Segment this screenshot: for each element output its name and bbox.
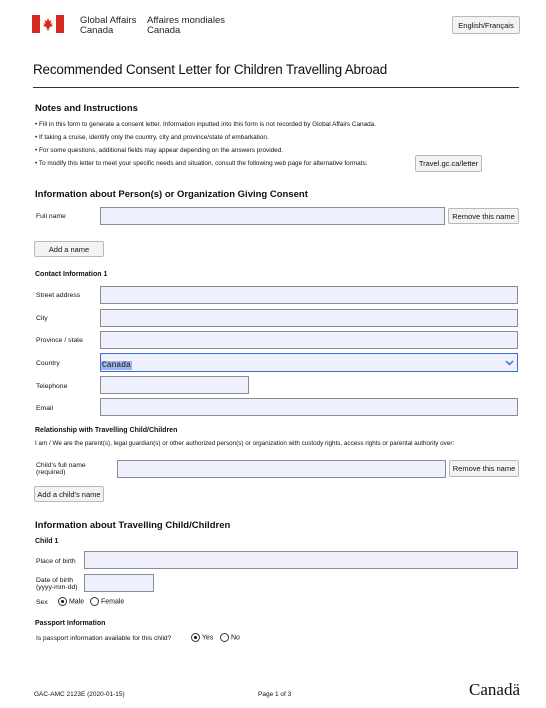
page-title: Recommended Consent Letter for Children Travelling Abroad [33,62,388,77]
contact-heading: Contact Information 1 [35,271,108,278]
date-of-birth-label [36,577,78,591]
title-divider [33,87,519,88]
remove-child-name-button[interactable]: Remove this name [449,460,519,477]
street-label: Street address [36,292,81,299]
sex-female-option[interactable] [90,597,124,606]
place-of-birth-field[interactable] [84,551,518,569]
no-label: No [230,634,240,642]
date-of-birth-field[interactable] [84,574,154,592]
note-item-1: • Fill in this form to generate a consent letter. Information inputted into this form is not recorded by Global Affairs Canada. [35,121,376,128]
no-radio[interactable] [220,633,229,642]
canada-wordmark: Canadä [469,680,520,699]
brand-en-line2: Canada [80,25,114,36]
passport-question: Is passport information available for this child? [36,635,172,642]
male-label: Male [68,598,85,606]
remove-name-button[interactable]: Remove this name [448,208,519,224]
canada-flag-icon [32,15,64,33]
brand-french [147,16,225,36]
child-name-label [36,462,86,476]
page-number: Page 1 of 3 [258,691,292,698]
yes-label: Yes [201,634,214,642]
note-item-3: • For some questions, additional fields may appear depending on the answers provided. [35,147,284,154]
brand-fr-line2: Canada [147,25,181,36]
relationship-text: I am / We are the parent(s), legal guardian(s) or other authorized person(s) or organization with custody rights, access rights or parental authority over: [35,440,455,447]
chevron-down-icon[interactable] [504,357,515,368]
brand-english [80,16,136,36]
sex-label: Sex [36,599,48,606]
relationship-heading: Relationship with Travelling Child/Children [35,427,178,434]
passport-heading: Passport Information [35,620,106,627]
street-address-field[interactable] [100,286,518,304]
female-radio[interactable] [90,597,99,606]
child-name-label-line1: Child's full name [36,462,86,469]
child-1-heading: Child 1 [35,538,59,545]
country-selected-value: Canada [102,361,131,370]
full-name-value [101,214,104,223]
province-label: Province / state [36,337,83,344]
email-label: Email [36,405,53,412]
province-field[interactable] [100,331,518,349]
child-full-name-field[interactable] [117,460,446,478]
telephone-field[interactable] [100,376,249,394]
country-label: Country [36,360,60,367]
dob-label-line1: Date of birth [36,577,74,584]
city-label: City [36,315,48,322]
form-code: GAC-AMC 2123E (2020-01-15) [34,691,125,698]
travel-letter-link-button[interactable]: Travel.gc.ca/letter [415,155,482,172]
note-item-4: • To modify this letter to meet your specific needs and situation, consult the following web page for alternative formats: [35,160,368,167]
sex-male-option[interactable] [58,597,84,606]
child-info-heading: Information about Travelling Child/Children [35,520,231,531]
brand-en-line1: Global Affairs [80,15,137,26]
consent-heading: Information about Person(s) or Organization Giving Consent [35,189,308,200]
brand-fr-line1: Affaires mondiales [147,15,225,26]
email-field[interactable] [100,398,518,416]
note-item-2: • If taking a cruise, identify only the country, city and province/state of embarkation. [35,134,269,141]
passport-no-option[interactable] [220,633,240,642]
language-toggle-button[interactable]: English/Français [452,16,520,34]
male-radio[interactable] [58,597,67,606]
full-name-label: Full name [36,213,66,220]
city-field[interactable] [100,309,518,327]
country-select[interactable] [100,353,518,372]
passport-yes-option[interactable] [191,633,213,642]
notes-heading: Notes and Instructions [35,103,138,114]
dob-label-line2: (yyyy-mm-dd) [36,584,78,591]
child-name-label-line2: (required) [36,469,66,476]
place-of-birth-label: Place of birth [36,558,76,565]
full-name-field[interactable] [100,207,445,225]
female-label: Female [100,598,125,606]
yes-radio[interactable] [191,633,200,642]
add-name-button[interactable]: Add a name [34,241,104,257]
telephone-label: Telephone [36,383,68,390]
add-child-name-button[interactable]: Add a child's name [34,486,104,502]
